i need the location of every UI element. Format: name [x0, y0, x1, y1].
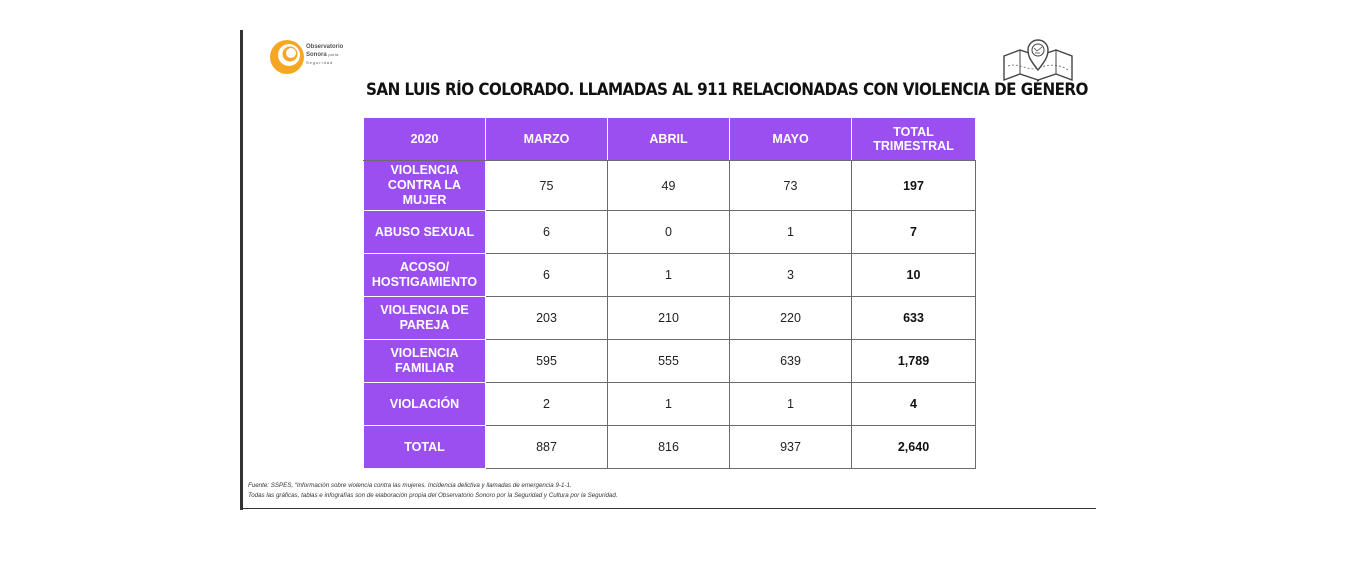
- table-row: [364, 161, 976, 211]
- cell-marzo: 203: [486, 297, 608, 340]
- row-label: ABUSO SEXUAL: [364, 211, 486, 254]
- header-mayo: MAYO: [730, 118, 852, 161]
- cell-marzo: 887: [486, 426, 608, 469]
- cell-total: 2,640: [852, 426, 976, 469]
- table-header-row: [364, 118, 976, 161]
- table-row: [364, 383, 976, 426]
- cell-abril: 49: [608, 161, 730, 211]
- row-label: VIOLENCIA FAMILIAR: [364, 340, 486, 383]
- logo-text: [306, 44, 343, 66]
- table-row: [364, 211, 976, 254]
- table-row: [364, 254, 976, 297]
- cell-abril: 210: [608, 297, 730, 340]
- map-pin-icon: [1000, 36, 1076, 84]
- cell-marzo: 6: [486, 211, 608, 254]
- cell-total: 633: [852, 297, 976, 340]
- logo-line1: Observatorio: [306, 44, 344, 50]
- cell-abril: 1: [608, 383, 730, 426]
- cell-marzo: 75: [486, 161, 608, 211]
- row-label: TOTAL: [364, 426, 486, 469]
- cell-mayo: 1: [730, 211, 852, 254]
- row-label: ACOSO/ HOSTIGAMIENTO: [364, 254, 486, 297]
- row-label: VIOLACIÓN: [364, 383, 486, 426]
- cell-total: 7: [852, 211, 976, 254]
- page-title: SAN LUIS RÍO COLORADO. LLAMADAS AL 911 RELACIONADAS CON VIOLENCIA DE GÉNERO: [366, 80, 1088, 99]
- cell-total: 10: [852, 254, 976, 297]
- source-line-2: Todas las gráficas, tablas e infografías son de elaboración propia del Observatorio Sonoro por la Seguridad y Cultura por la Seguridad.: [248, 492, 618, 499]
- logo-line3: Seguridad: [306, 60, 334, 65]
- slide-left-border: [240, 30, 243, 510]
- cell-marzo: 2: [486, 383, 608, 426]
- cell-total: 197: [852, 161, 976, 211]
- cell-mayo: 220: [730, 297, 852, 340]
- cell-abril: 0: [608, 211, 730, 254]
- header-total-trimestral: TOTAL TRIMESTRAL: [852, 118, 976, 161]
- logo-line2: Sonora por la: [306, 52, 339, 58]
- cell-mayo: 1: [730, 383, 852, 426]
- cell-mayo: 3: [730, 254, 852, 297]
- cell-abril: 1: [608, 254, 730, 297]
- header-abril: ABRIL: [608, 118, 730, 161]
- calls-table: [363, 117, 976, 469]
- cell-mayo: 73: [730, 161, 852, 211]
- cell-abril: 816: [608, 426, 730, 469]
- source-line-1: Fuente: SSPES, “Información sobre violencia contra las mujeres. Incidencia delictiva y llamadas de emergencia 9-1-1.: [248, 482, 572, 489]
- cell-marzo: 6: [486, 254, 608, 297]
- row-label: VIOLENCIA CONTRA LA MUJER: [364, 161, 486, 211]
- cell-total: 1,789: [852, 340, 976, 383]
- table-row: [364, 297, 976, 340]
- header-year: 2020: [364, 118, 486, 161]
- cell-mayo: 937: [730, 426, 852, 469]
- cell-abril: 555: [608, 340, 730, 383]
- cell-total: 4: [852, 383, 976, 426]
- cell-mayo: 639: [730, 340, 852, 383]
- slide-bottom-border: [240, 508, 1096, 509]
- table-row: [364, 340, 976, 383]
- header-marzo: MARZO: [486, 118, 608, 161]
- cell-marzo: 595: [486, 340, 608, 383]
- table-total-row: [364, 426, 976, 469]
- source-note: [248, 481, 618, 501]
- row-label: VIOLENCIA DE PAREJA: [364, 297, 486, 340]
